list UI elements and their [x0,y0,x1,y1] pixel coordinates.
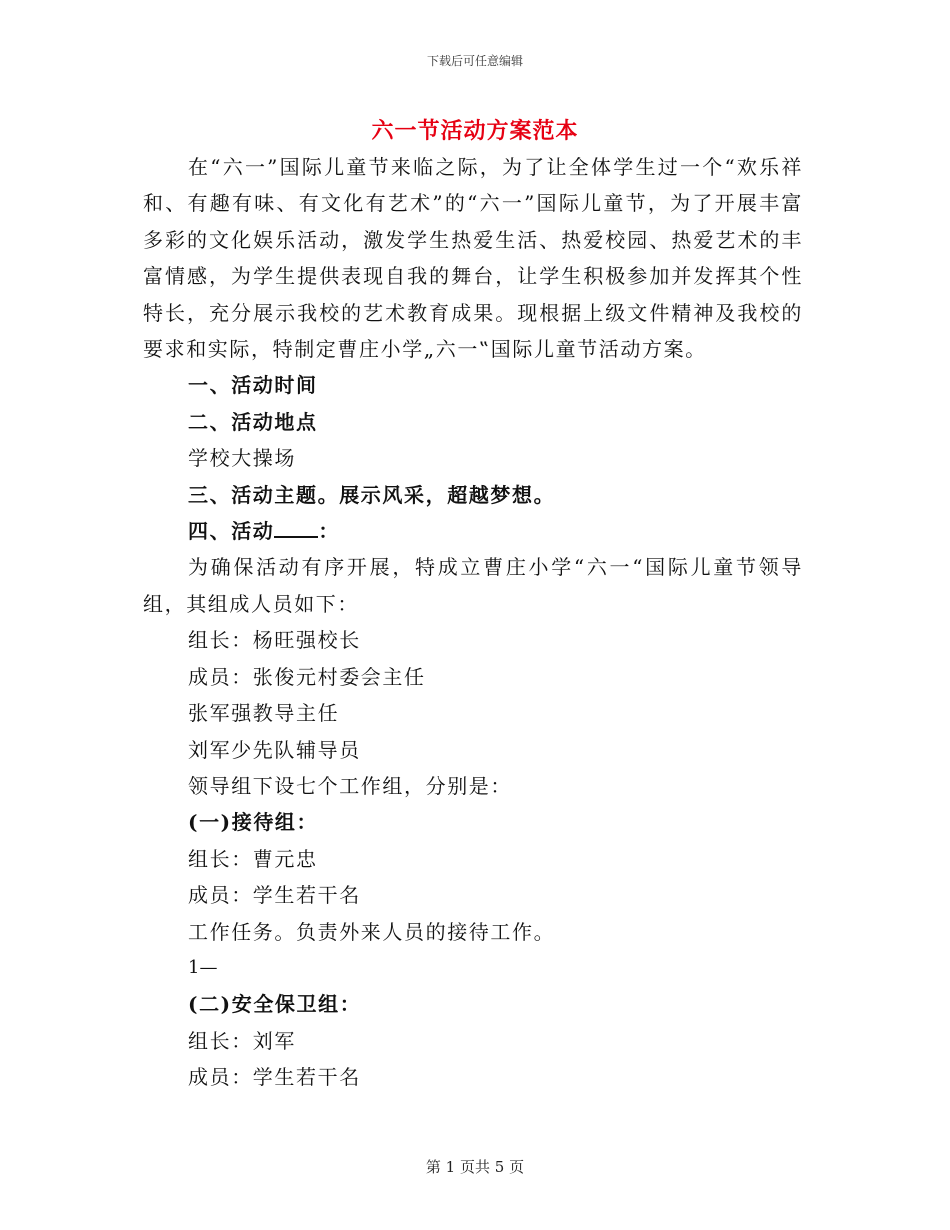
blank-underline [274,518,318,538]
section-heading-location: 二、活动地点 [188,409,318,434]
member-line: 成员：张俊元村委会主任 [188,664,426,689]
location-text: 学校大操场 [188,446,296,471]
member-line: 刘军少先队辅导员 [188,737,361,762]
intro-paragraph: 在“六一”国际儿童节来临之际，为了让全体学生过一个“欢乐祥和、有趣有味、有文化有艺术”的“六一”国际儿童节，为了开展丰富多彩的文化娱乐活动，激发学生热爱生活、热爱校园、热爱艺术的丰富情感，为学生提供表现自我的舞台，让学生积极参加并发挥其个性特长，充分展示我校的艺术教育成果。现根据上级文件精神及我校的要求和实际，特制定曹庄小学„六一‟国际儿童节活动方案。 [143,155,803,362]
section-4-suffix: ： [318,519,341,544]
groups-intro: 领导组下设七个工作组，分别是： [188,773,512,798]
section-heading-organization [143,513,803,549]
page-header: 下载后可任意编辑 [426,54,523,68]
leader-line: 组长：杨旺强校长 [188,628,361,653]
section-heading-theme: 三、活动主题。展示风采，超越梦想。 [188,482,556,507]
document-body [143,149,803,1096]
group-2-heading: (二)安全保卫组： [188,992,362,1017]
group-1-members: 成员：学生若干名 [188,883,361,908]
section-heading-time: 一、活动时间 [188,373,318,398]
member-line: 张军强教导主任 [188,701,340,726]
organization-paragraph: 为确保活动有序开展，特成立曹庄小学“六一“国际儿童节领导组，其组成人员如下： [143,555,803,616]
page-marker: 1— [188,956,218,978]
group-2-leader: 组长：刘军 [188,1028,296,1053]
section-4-prefix: 四、活动 [188,519,275,544]
group-1-leader: 组长：曹元忠 [188,846,318,871]
page-footer: 第 1 页共 5 页 [425,1158,525,1176]
group-2-members: 成员：学生若干名 [188,1065,361,1090]
group-1-task: 工作任务。负责外来人员的接待工作。 [188,919,556,944]
group-1-heading: (一)接待组： [188,810,319,835]
document-title: 六一节活动方案范本 [371,118,579,144]
